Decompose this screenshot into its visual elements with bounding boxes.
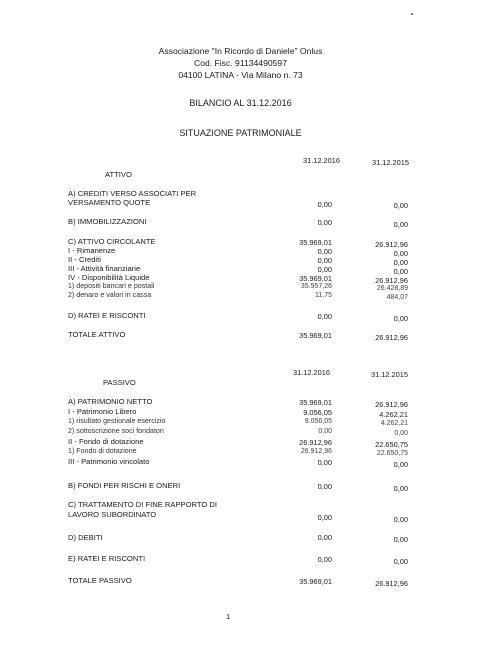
- attivo-value-2015: 0,00: [393, 258, 408, 267]
- attivo-value-2016: 35.957,26: [300, 283, 332, 290]
- attivo-row-label: D) RATEI E RISCONTI: [68, 311, 146, 320]
- passivo-value-2015: 0,00: [393, 535, 408, 544]
- attivo-value-2016: 0,00: [317, 218, 332, 227]
- attivo-value-2015: 484,07: [386, 294, 408, 301]
- scan-dot: [411, 13, 413, 15]
- passivo-col-2016: 31.12.2016: [293, 368, 330, 377]
- attivo-section-title: ATTIVO: [105, 170, 132, 179]
- passivo-value-2016: 26.912,96: [299, 438, 332, 447]
- passivo-value-2015: 4.262,21: [379, 410, 408, 419]
- attivo-row-label: III - Attività finanziarie: [68, 264, 141, 273]
- attivo-row-label: 1) depositi bancari e postali: [68, 282, 155, 290]
- passivo-value-2016: 35.969,01: [299, 398, 332, 407]
- attivo-row-label: 2) denaro e valori in cassa: [68, 291, 152, 299]
- passivo-value-2016: 0,00: [317, 458, 332, 467]
- attivo-value-2015: 0,00: [393, 267, 408, 276]
- passivo-value-2016: 0,00: [317, 555, 332, 564]
- passivo-value-2015: 0,00: [393, 460, 408, 469]
- attivo-value-2015: 0,00: [393, 201, 408, 210]
- attivo-value-2016: 0,00: [317, 247, 332, 256]
- total-passivo-2015: 26.912,96: [375, 579, 408, 588]
- attivo-value-2016: 11,75: [315, 292, 332, 299]
- attivo-value-2015: 0,00: [393, 249, 408, 258]
- passivo-row-label: A) PATRIMONIO NETTO: [68, 397, 153, 406]
- total-passivo-2016: 35.969,01: [299, 577, 332, 586]
- passivo-row-label: 1) risultato gestionale esercizio: [68, 417, 166, 425]
- attivo-value-2016: 0,00: [317, 265, 332, 274]
- passivo-row-label: I - Patrimonio Libero: [68, 407, 137, 416]
- attivo-value-2016: 35.969,01: [299, 238, 332, 247]
- org-name: Associazione "In Ricordo di Daniele" Onlus: [158, 46, 323, 56]
- attivo-value-2015: 26.912,96: [375, 276, 408, 285]
- attivo-row-label-cont: VERSAMENTO QUOTE: [68, 198, 151, 207]
- attivo-row-label: A) CREDITI VERSO ASSOCIATI PER: [68, 189, 197, 198]
- attivo-value-2016: 35.969,01: [299, 274, 332, 283]
- passivo-row-label: III - Patrimonio vincolato: [68, 457, 150, 466]
- passivo-row-label-cont: LAVORO SUBORDINATO: [68, 510, 157, 519]
- attivo-row-label: C) ATTIVO CIRCOLANTE: [68, 237, 156, 246]
- attivo-value-2015: 0,00: [393, 220, 408, 229]
- attivo-row-label: II - Crediti: [68, 255, 101, 264]
- passivo-value-2015: 4.262,21: [380, 420, 408, 427]
- passivo-row-label: E) RATEI E RISCONTI: [68, 554, 146, 563]
- total-attivo-2016: 35.969,01: [299, 331, 332, 340]
- address: 04100 LATINA - Via Milano n. 73: [178, 70, 303, 80]
- attivo-row-label: I - Rimanenze: [68, 246, 116, 255]
- passivo-value-2016: 0,00: [318, 428, 332, 435]
- fiscal-code: Cod. Fisc. 91134490597: [193, 58, 287, 68]
- attivo-col-2015: 31.12.2015: [372, 158, 409, 167]
- attivo-value-2015: 26.428,89: [376, 285, 408, 292]
- passivo-row-label: II - Fondo di dotazione: [68, 437, 144, 446]
- attivo-value-2015: 0,00: [393, 314, 408, 323]
- total-attivo-label: TOTALE ATTIVO: [68, 330, 126, 339]
- passivo-value-2015: 0,00: [393, 557, 408, 566]
- attivo-row-label: B) IMMOBILIZZAZIONI: [68, 217, 147, 226]
- bilancio-title: BILANCIO AL 31.12.2016: [189, 98, 292, 108]
- attivo-value-2016: 0,00: [317, 256, 332, 265]
- passivo-value-2015: 0,00: [394, 430, 408, 437]
- passivo-value-2016: 9.056,05: [304, 418, 332, 425]
- passivo-value-2016: 0,00: [317, 533, 332, 542]
- passivo-value-2015: 0,00: [393, 484, 408, 493]
- total-attivo-2015: 26.912,96: [375, 333, 408, 342]
- passivo-value-2015: 26.912,96: [375, 400, 408, 409]
- attivo-value-2016: 0,00: [317, 200, 332, 209]
- passivo-value-2016: 0,00: [317, 513, 332, 522]
- situazione-title: SITUAZIONE PATRIMONIALE: [179, 128, 302, 138]
- passivo-row-label: 2) sottoscrizione soci fondatori: [68, 427, 164, 435]
- passivo-value-2016: 9.056,05: [303, 408, 332, 417]
- passivo-value-2015: 0,00: [393, 515, 408, 524]
- passivo-row-label: C) TRATTAMENTO DI FINE RAPPORTO DI: [68, 500, 217, 509]
- passivo-row-label: B) FONDI PER RISCHI E ONERI: [68, 481, 181, 490]
- passivo-col-2015: 31.12.2015: [371, 370, 408, 379]
- passivo-section-title: PASSIVO: [103, 378, 136, 387]
- passivo-value-2015: 22.650,75: [376, 450, 408, 457]
- attivo-col-2016: 31.12.2016: [303, 156, 340, 165]
- passivo-value-2016: 0,00: [317, 482, 332, 491]
- attivo-value-2015: 26.912,96: [375, 240, 408, 249]
- passivo-value-2015: 22.650,75: [375, 440, 408, 449]
- attivo-row-label: IV - Disponibilità Liquide: [68, 273, 150, 282]
- passivo-value-2016: 26.912,96: [300, 448, 332, 455]
- total-passivo-label: TOTALE PASSIVO: [68, 576, 132, 585]
- page-number: 1: [226, 612, 231, 621]
- passivo-row-label: D) DEBITI: [68, 533, 103, 542]
- attivo-value-2016: 0,00: [317, 312, 332, 321]
- passivo-row-label: 1) Fondo di dotazione: [68, 447, 137, 455]
